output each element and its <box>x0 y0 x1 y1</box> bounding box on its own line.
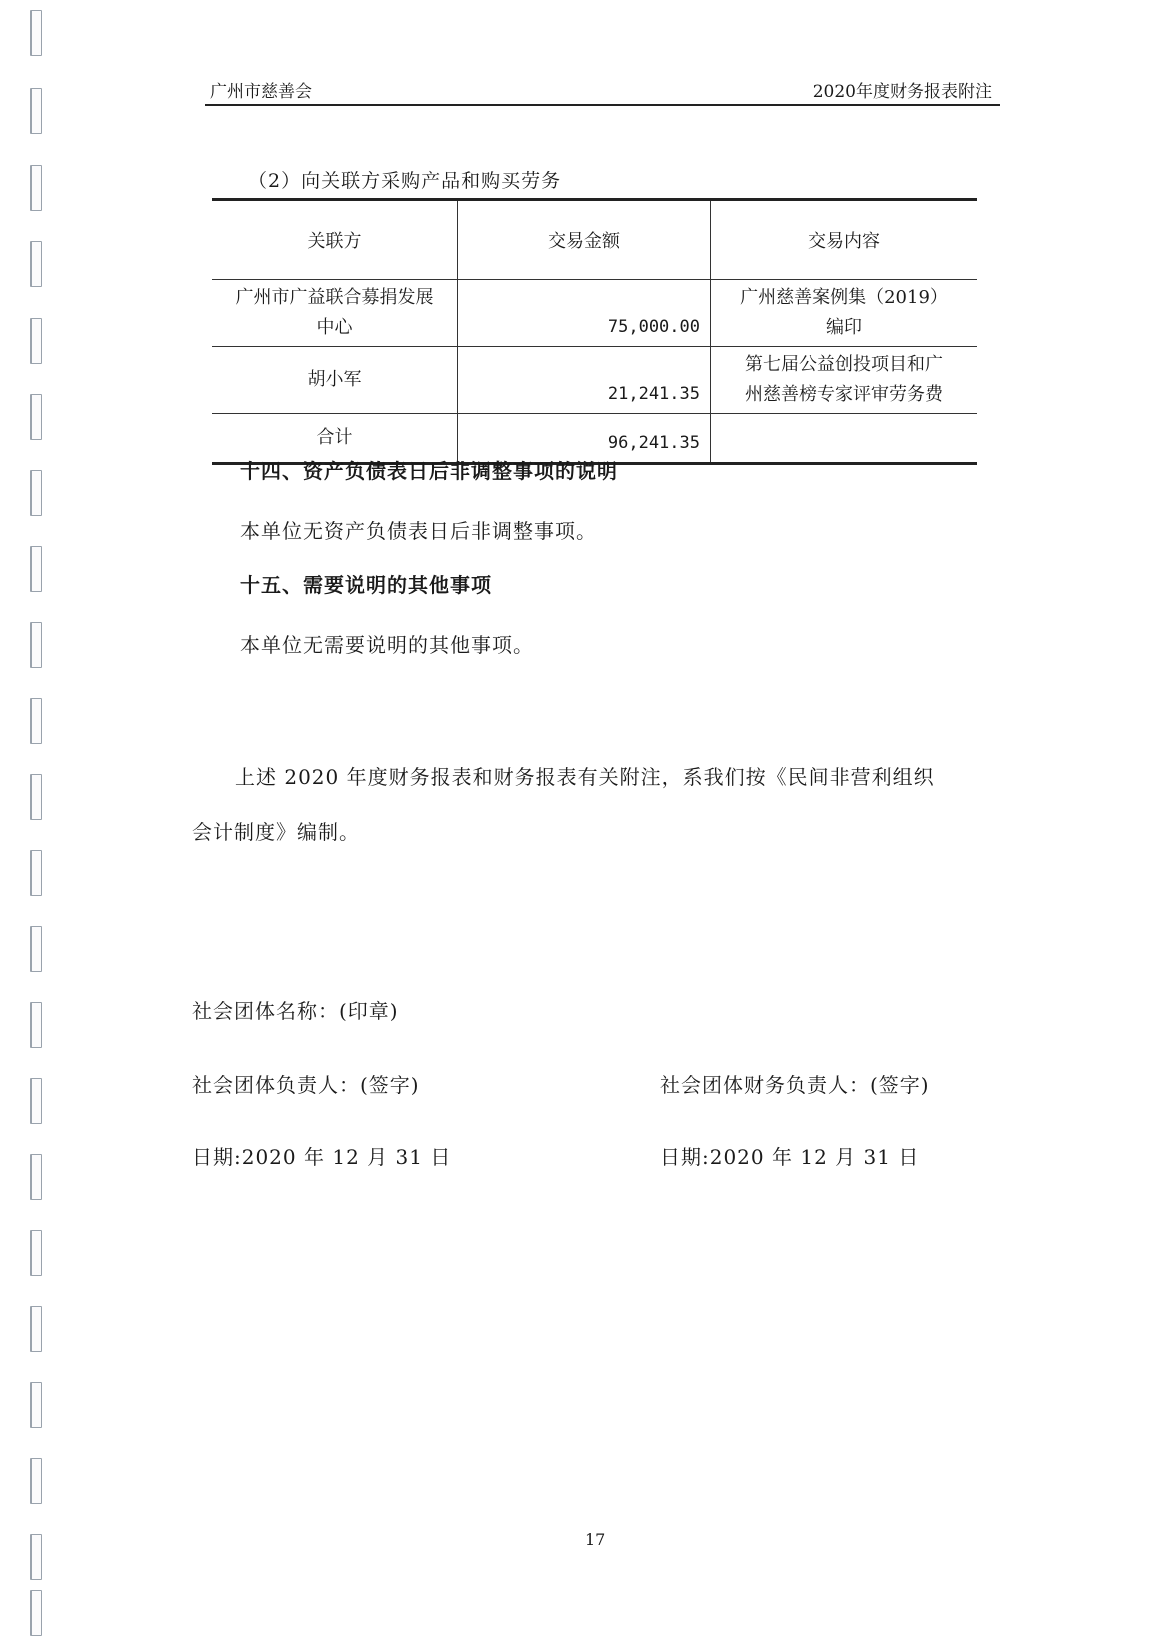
cell-total-content <box>711 414 978 464</box>
table-row <box>212 347 977 414</box>
page-number: 17 <box>585 1530 606 1549</box>
col-header-amount: 交易金额 <box>458 200 711 280</box>
cell-amount: 21,241.35 <box>458 347 711 414</box>
col-header-party: 关联方 <box>212 200 458 280</box>
leader-signature-label: 社会团体负责人：(签字) <box>192 1073 420 1097</box>
binding-hole <box>30 394 42 440</box>
binding-hole <box>30 698 42 744</box>
binding-hole <box>30 88 42 134</box>
statement-line-1: 上述 2020 年度财务报表和财务报表有关附注，系我们按《民间非营利组织 <box>235 765 935 789</box>
table-row <box>212 280 977 347</box>
binding-hole <box>30 546 42 592</box>
finance-leader-signature-label: 社会团体财务负责人：(签字) <box>660 1073 930 1097</box>
cell-total-label: 合计 <box>212 414 458 464</box>
related-party-table <box>212 198 977 465</box>
date-right: 日期:2020 年 12 月 31 日 <box>660 1145 920 1169</box>
cell-total-amount: 96,241.35 <box>458 414 711 464</box>
binding-hole <box>30 1590 42 1636</box>
cell-party: 胡小军 <box>212 347 458 414</box>
header-report-title: 2020年度财务报表附注 <box>812 82 992 102</box>
binding-hole <box>30 10 42 56</box>
section-14-body: 本单位无资产负债表日后非调整事项。 <box>240 519 597 543</box>
binding-hole <box>30 1078 42 1124</box>
section-15-body: 本单位无需要说明的其他事项。 <box>240 633 534 657</box>
binding-hole <box>30 926 42 972</box>
header-org: 广州市慈善会 <box>210 82 312 102</box>
statement-line-2: 会计制度》编制。 <box>192 820 360 844</box>
binding-hole <box>30 774 42 820</box>
binding-margin <box>26 0 46 1637</box>
binding-hole <box>30 1382 42 1428</box>
binding-hole <box>30 850 42 896</box>
binding-hole <box>30 1458 42 1504</box>
binding-hole <box>30 1534 42 1580</box>
binding-hole <box>30 318 42 364</box>
table-header-row <box>212 200 977 280</box>
binding-hole <box>30 1230 42 1276</box>
section-title: （2）向关联方采购产品和购买劳务 <box>248 170 562 192</box>
date-left: 日期:2020 年 12 月 31 日 <box>192 1145 452 1169</box>
cell-amount: 75,000.00 <box>458 280 711 347</box>
binding-hole <box>30 1306 42 1352</box>
org-name-label: 社会团体名称：(印章) <box>192 999 399 1023</box>
binding-hole <box>30 470 42 516</box>
col-header-content: 交易内容 <box>711 200 978 280</box>
binding-hole <box>30 1154 42 1200</box>
binding-hole <box>30 622 42 668</box>
binding-hole <box>30 165 42 211</box>
section-15-heading: 十五、需要说明的其他事项 <box>240 573 492 597</box>
cell-party: 广州市广益联合募捐发展 中心 <box>212 280 458 347</box>
binding-hole <box>30 241 42 287</box>
section-14-heading: 十四、资产负债表日后非调整事项的说明 <box>240 459 618 483</box>
page-header <box>205 80 1000 106</box>
cell-content: 广州慈善案例集（2019） 编印 <box>711 280 978 347</box>
binding-hole <box>30 1002 42 1048</box>
cell-content: 第七届公益创投项目和广 州慈善榜专家评审劳务费 <box>711 347 978 414</box>
